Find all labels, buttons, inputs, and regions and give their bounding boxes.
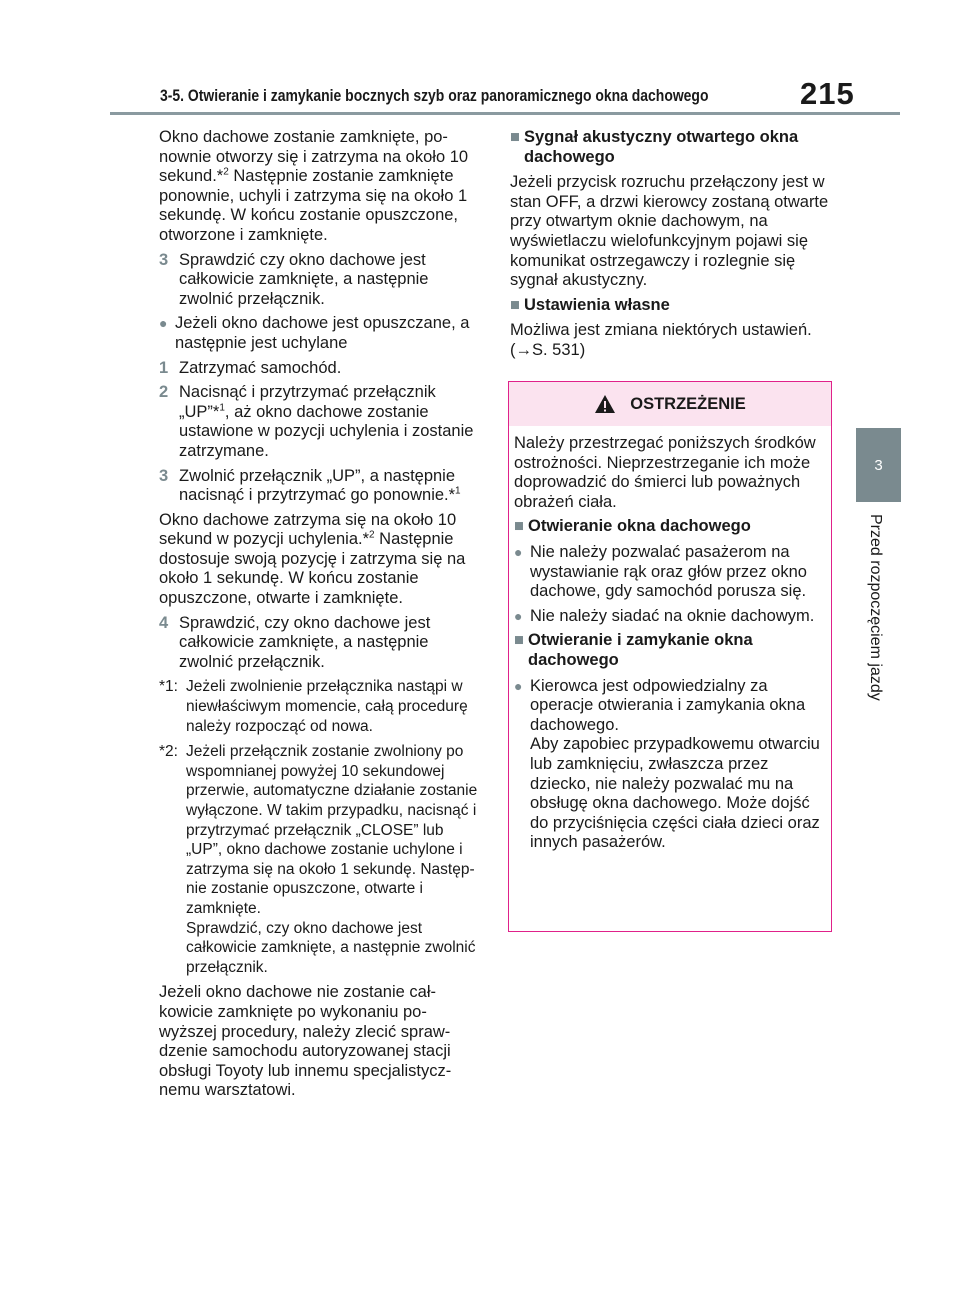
warning-header (509, 382, 831, 426)
step-number: 3 (159, 250, 169, 269)
paragraph: Okno dachowe zatrzyma się na około 10 sekund w pozycji uchylenia.*$^2$ Następnie dostosuje swoją pozycję i zatrzyma się na około 1 sekundę. W końcu zostanie opuszczone, otwarte i zamknięte. (159, 510, 466, 608)
footnote: *1: Jeżeli zwolnienie przełącznika nastąpi w niewłaściwym momencie, całą procedurę należy rozpocząć od nowa. (159, 678, 468, 735)
bullet-circle-icon: ● (514, 677, 523, 694)
warning-title: OSTRZEŻENIE (630, 394, 746, 413)
warning-box (508, 381, 832, 932)
subsection-heading: ■ Sygnał akustyczny otwartego okna dachowego (510, 128, 799, 166)
subsection-heading: ■ Otwieranie okna dachowego (514, 517, 751, 536)
square-bullet-icon: ■ (510, 128, 520, 146)
footnote: *2: Jeżeli przełącznik zostanie zwolniony po wspomnianej powyżej 10 sekundowej przerwie, automatyczne działanie zostanie wyłączone. W takim przypadku, nacisnąć i przytrzymać przełącznik „CLOSE” lub „UP”, okno dachowe zostanie uchylone i zatrzyma się na około 1 sekundę. Następnie zostanie opuszczone, otwarte i zamknięte. Sprawdzić, czy okno dachowe jest całkowicie zamknięte, a następnie zwolnić przełącznik. (159, 743, 478, 976)
warning-body (509, 426, 831, 853)
bullet-item: ● Nie należy siadać na oknie dachowym. (514, 606, 815, 625)
step-item: 3 Sprawdzić czy okno dachowe jest całkowicie zamknięte, a następnie zwolnić przełącznik. (159, 250, 429, 308)
step-item: 2 Nacisnąć i przytrzymać przełącznik „UP”*$^1$, aż okno dachowe zostanie ustawione w pozycji uchylenia i zostanie zatrzymane. (159, 383, 474, 460)
step-item: 4 Sprawdzić, czy okno dachowe jest całkowicie zamknięte, a następnie zwolnić przełącznik. (159, 613, 431, 671)
paragraph: Jeżeli przycisk rozruchu przełączony jest w stan OFF, a drzwi kierowcy zostaną otwarte przy otwartym oknie dachowym, na wyświetlaczu wielofunkcyjnym pojawi się komunikat ostrzegawczy i rozlegnie się sygnał akustyczny. (510, 173, 829, 290)
page-reference-link[interactable]: (→S. 531) (510, 340, 586, 359)
bullet-item: ● Jeżeli okno dachowe jest opuszczane, a następnie jest uchylane (159, 314, 470, 352)
bullet-circle-icon: ● (514, 543, 523, 560)
chapter-number: 3 (874, 456, 883, 474)
step-number: 1 (159, 358, 169, 377)
step-item: 1 Zatrzymać samochód. (159, 358, 342, 377)
chapter-tab[interactable] (856, 428, 901, 502)
chapter-label: Przed rozpoczęciem jazdy (867, 514, 884, 701)
right-column (510, 128, 830, 366)
step-number: 3 (159, 466, 169, 485)
subsection-heading: ■ Otwieranie i zamykanie okna dachowego (514, 631, 753, 669)
step-item: 3 Zwolnić przełącznik „UP”, a następnie nacisnąć i przytrzymać go ponownie.*$^1$ (159, 466, 461, 505)
bullet-item: ● Nie należy pozwalać pasażerom na wystawianie rąk oraz głów przez okno dachowe, gdy samochód porusza się. (514, 542, 807, 601)
header-rule (110, 112, 900, 115)
paragraph: Możliwa jest zmiana niektórych ustawień. (→S. 531) (510, 321, 812, 359)
page-number: 215 (800, 76, 855, 111)
paragraph: Jeżeli okno dachowe nie zostanie całkowicie zamknięte po wykonaniu powyższej procedury, należy zlecić sprawdzenie samochodu autoryzowanej stacji obsługi Toyoty lub innemu specjalistycznemu warsztatowi. (159, 983, 452, 1100)
square-bullet-icon: ■ (514, 517, 524, 536)
section-title: 3-5. Otwieranie i zamykanie bocznych szyb oraz panoramicznego okna dachowego (160, 86, 709, 105)
subsection-heading: ■ Ustawienia własne (510, 295, 670, 314)
square-bullet-icon: ■ (510, 295, 520, 314)
warning-triangle-icon (594, 394, 616, 414)
bullet-item: ● Kierowca jest odpowiedzialny za operacje otwierania i zamykania okna dachowego. Aby zapobiec przypadkowemu otwarciu lub zamknięciu, zwłaszcza przez dziecko, nie należy pozwalać mu na obsługę okna dachowego. Może dojść do przyciśnięcia części ciała dzieci oraz innych pasażerów. (514, 676, 820, 852)
paragraph: Należy przestrzegać poniższych środków ostrożności. Nieprzestrzeganie ich może doprowadzić do śmierci lub poważnych obrażeń ciała. (514, 434, 816, 511)
left-column (159, 128, 479, 1106)
step-number: 4 (159, 613, 169, 632)
square-bullet-icon: ■ (514, 631, 524, 650)
bullet-circle-icon: ● (514, 607, 523, 624)
step-number: 2 (159, 383, 169, 402)
bullet-circle-icon: ● (159, 315, 168, 332)
paragraph: Okno dachowe zostanie zamknięte, ponownie otworzy się i zatrzyma na około 10 sekund.*$^2$ Następnie zostanie zamknięte ponownie, uchyli i zatrzyma się na około 1 sekundę. W końcu zostanie opuszczone, otworzone i zamknięte. (159, 128, 469, 244)
